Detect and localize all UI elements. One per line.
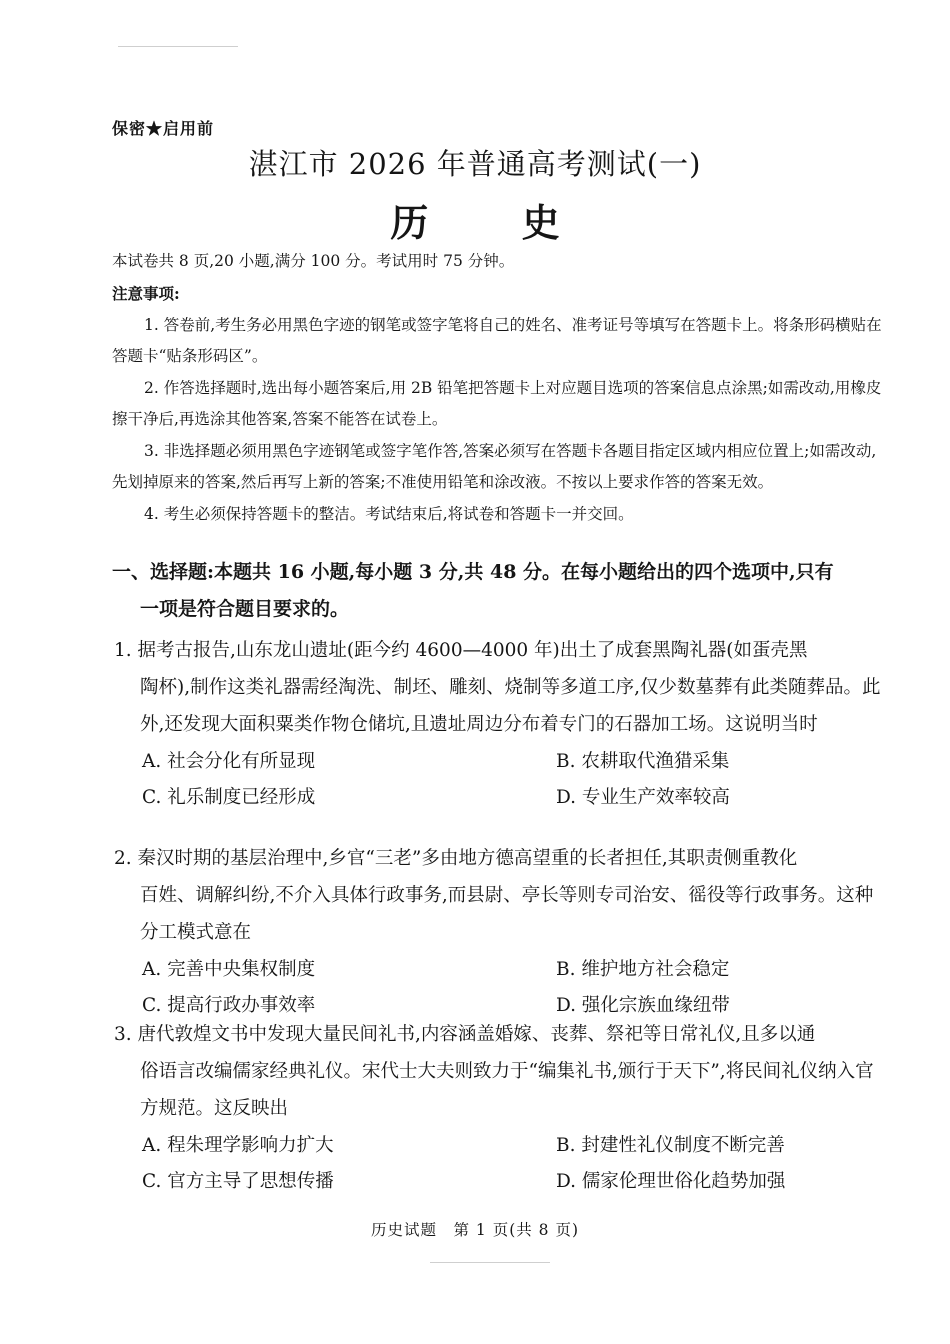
exam-title: 湛江市 2026 年普通高考测试(一) xyxy=(248,147,702,181)
question-2 xyxy=(114,840,884,1023)
options-row xyxy=(114,779,884,815)
option-b: B. 封建性礼仪制度不断完善 xyxy=(556,1135,785,1156)
option-d: D. 儒家伦理世俗化趋势加强 xyxy=(556,1171,786,1192)
scan-mark-bottom xyxy=(430,1262,550,1263)
notice-title: 注意事项: xyxy=(112,284,180,303)
notice-item: 1. 答卷前,考生务必用黑色字迹的钢笔或签字笔将自己的姓名、准考证号等填写在答题卡上。将条形码横贴在答题卡“贴条形码区”。 xyxy=(112,315,882,365)
question-1-stem-rest: 陶杯),制作这类礼器需经淘洗、制坯、雕刻、烧制等多道工序,仅少数墓葬有此类随葬品。此外,还发现大面积粟类作物仓储坑,且遗址周边分布着专门的石器加工场。这说明当时 xyxy=(140,677,881,735)
section-heading-line2: 一项是符合题目要求的。 xyxy=(140,598,350,620)
section-heading xyxy=(112,554,887,628)
options-row xyxy=(114,1163,884,1199)
exam-intro: 本试卷共 8 页,20 小题,满分 100 分。考试用时 75 分钟。 xyxy=(112,252,515,270)
options-row xyxy=(114,951,884,987)
page-footer: 历史试题 第 1 页(共 8 页) xyxy=(370,1221,580,1239)
option-b: B. 农耕取代渔猎采集 xyxy=(556,751,730,772)
question-2-stem-rest: 百姓、调解纠纷,不介入具体行政事务,而县尉、亭长等则专司治安、徭役等行政事务。这种分工模式意在 xyxy=(140,885,874,943)
option-a: A. 完善中央集权制度 xyxy=(142,959,316,980)
option-a: A. 社会分化有所显现 xyxy=(142,751,316,772)
options-row xyxy=(114,743,884,779)
options-row xyxy=(114,1127,884,1163)
notice-item: 3. 非选择题必须用黑色字迹钢笔或签字笔作答,答案必须写在答题卡各题目指定区域内相应位置上;如需改动,先划掉原来的答案,然后再写上新的答案;不准使用铅笔和涂改液。不按以上要求作答的答案无效。 xyxy=(112,441,877,491)
option-c: C. 礼乐制度已经形成 xyxy=(142,787,316,808)
question-3-stem-rest: 俗语言改编儒家经典礼仪。宋代士大夫则致力于“编集礼书,颁行于天下”,将民间礼仪纳入官方规范。这反映出 xyxy=(140,1061,874,1119)
question-1 xyxy=(114,632,884,815)
option-a: A. 程朱理学影响力扩大 xyxy=(142,1135,334,1156)
section-heading-line1: 一、选择题:本题共 16 小题,每小题 3 分,共 48 分。在每小题给出的四个选项中,只有 xyxy=(112,561,834,583)
question-3 xyxy=(114,1016,884,1199)
question-3-stem-first: 3. 唐代敦煌文书中发现大量民间礼书,内容涵盖婚嫁、丧葬、祭祀等日常礼仪,且多以通 xyxy=(114,1024,816,1045)
option-d: D. 强化宗族血缘纽带 xyxy=(556,995,730,1016)
scan-mark-top xyxy=(118,46,238,47)
option-b: B. 维护地方社会稳定 xyxy=(556,959,730,980)
notice-item: 2. 作答选择题时,选出每小题答案后,用 2B 铅笔把答题卡上对应题目选项的答案信息点涂黑;如需改动,用橡皮擦干净后,再选涂其他答案,答案不能答在试卷上。 xyxy=(112,378,882,428)
subject-title: 历 史 xyxy=(390,200,600,245)
confidential-label: 保密★启用前 xyxy=(112,119,215,138)
notice-block xyxy=(112,278,882,530)
option-d: D. 专业生产效率较高 xyxy=(556,787,730,808)
question-1-stem-first: 1. 据考古报告,山东龙山遗址(距今约 4600—4000 年)出土了成套黑陶礼器(如蛋壳黑 xyxy=(114,640,808,661)
question-2-stem-first: 2. 秦汉时期的基层治理中,乡官“三老”多由地方德高望重的长者担任,其职责侧重教化 xyxy=(114,848,798,869)
option-c: C. 官方主导了思想传播 xyxy=(142,1171,334,1192)
option-c: C. 提高行政办事效率 xyxy=(142,995,316,1016)
notice-item: 4. 考生必须保持答题卡的整洁。考试结束后,将试卷和答题卡一并交回。 xyxy=(144,504,634,523)
